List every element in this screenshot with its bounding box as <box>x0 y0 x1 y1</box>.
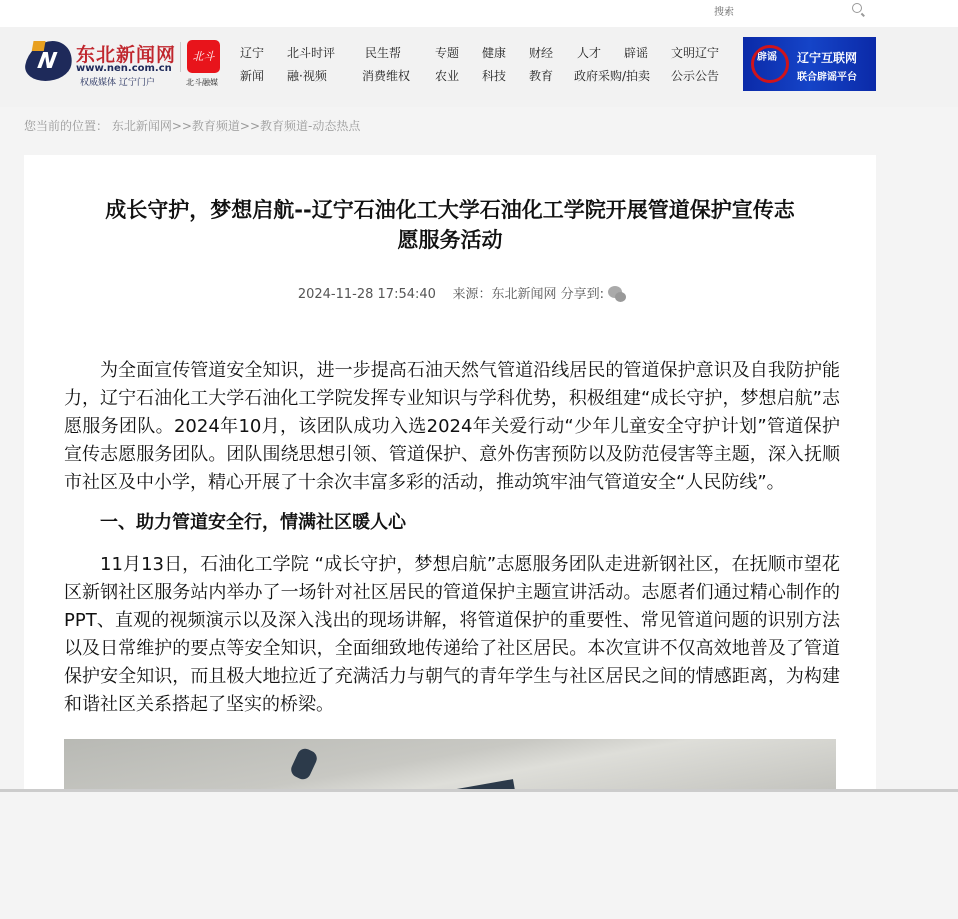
wechat-share-icon[interactable] <box>608 286 622 298</box>
nav-tech[interactable]: 科技 <box>482 69 507 83</box>
nav-livelihood[interactable]: 民生帮 <box>365 46 402 60</box>
nav-talent[interactable]: 人才 <box>577 46 602 60</box>
article-meta <box>64 285 836 305</box>
nav-finance[interactable]: 财经 <box>529 46 554 60</box>
nav-education[interactable]: 教育 <box>529 69 554 83</box>
search-icon[interactable] <box>852 3 862 13</box>
nav-video[interactable]: 融·视频 <box>287 69 327 83</box>
nav-civilized-liaoning[interactable]: 文明辽宁 <box>671 46 720 60</box>
logo-url: www.nen.com.cn <box>76 63 172 74</box>
banner-line1: 辽宁互联网 <box>797 51 858 65</box>
logo-mark-icon <box>22 41 75 81</box>
nav-agriculture[interactable]: 农业 <box>435 69 460 83</box>
horizontal-scrollbar[interactable] <box>0 789 958 792</box>
nav-notices[interactable]: 公示公告 <box>671 69 720 83</box>
photo-rail <box>64 779 515 789</box>
breadcrumb[interactable]: 您当前的位置： 东北新闻网>>教育频道>>教育频道-动态热点 <box>24 119 361 133</box>
article-datetime: 2024-11-28 17:54:40 <box>297 287 436 302</box>
share-label: 分享到: <box>560 287 604 302</box>
nav-beidou-comment[interactable]: 北斗时评 <box>287 46 336 60</box>
beidou-label: 北斗融媒 <box>186 78 218 87</box>
article-source: 来源：东北新闻网 <box>452 287 557 302</box>
section-heading: 一、助力管道安全行，情满社区暖人心 <box>100 512 406 533</box>
search-input[interactable]: 搜索 <box>714 7 734 18</box>
article-paragraph: 为全面宣传管道安全知识，进一步提高石油天然气管道沿线居民的管道保护意识及自我防护能力，辽宁石油化工大学石油化工学院发挥专业知识与学科优势，积极组建“成长守护，梦想启航”志愿服务团队。2024年10月，该团队成功入选2024年关爱行动“少年儿童安全守护计划”管道保护宣传志愿服务团队。团队围绕思想引领、管道保护、意外伤害预防以及防范侵害等主题，深入抚顺市社区及中小学，精心开展了十余次丰富多彩的活动，推动筑牢油气管道安全“人民防线”。 <box>64 360 840 493</box>
nav-liaoning[interactable]: 辽宁 <box>240 46 265 60</box>
nav-consumer-rights[interactable]: 消费维权 <box>362 69 411 83</box>
nav-news[interactable]: 新闻 <box>240 69 265 83</box>
beidou-logo[interactable]: 北斗 <box>187 40 220 73</box>
breadcrumb-bar <box>0 107 958 155</box>
article-paragraph: 11月13日，石油化工学院 “成长守护，梦想启航”志愿服务团队走进新钢社区，在抚顺市望花区新钢社区服务站内举办了一场针对社区居民的管道保护主题宣讲活动。志愿者们通过精心制作的PPT、直观的视频演示以及深入浅出的现场讲解，将管道保护的重要性、常见管道问题的识别方法以及日常维护的要点等安全知识，全面细致地传递给了社区居民。本次宣讲不仅高效地普及了管道保护安全知识，而且极大地拉近了充满活力与朝气的青年学生与社区居民之间的情感距离，为构建和谐社区关系搭起了坚实的桥梁。 <box>64 554 840 715</box>
site-header <box>0 27 958 107</box>
logo-divider <box>180 42 181 72</box>
nav-rumor[interactable]: 辟谣 <box>624 46 649 60</box>
nav-topics[interactable]: 专题 <box>435 46 460 60</box>
article-title: 成长守护，梦想启航--辽宁石油化工大学石油化工学院开展管道保护宣传志愿服务活动 <box>105 198 795 252</box>
banner-line2: 联合辟谣平台 <box>797 72 857 83</box>
no-rumor-icon: 辟谣 <box>751 45 789 83</box>
nav-procurement[interactable]: 政府采购/拍卖 <box>574 69 651 83</box>
rumor-platform-banner[interactable] <box>743 37 876 91</box>
article-photo <box>64 739 836 789</box>
top-bar <box>0 0 958 27</box>
photo-camera <box>289 746 320 782</box>
nav-health[interactable]: 健康 <box>482 46 507 60</box>
logo-slogan: 权威媒体 辽宁门户 <box>80 78 155 88</box>
logo-name: 东北新闻网 <box>76 44 177 66</box>
article-card <box>24 155 876 789</box>
site-logo[interactable] <box>24 37 177 88</box>
article-body <box>64 357 840 719</box>
